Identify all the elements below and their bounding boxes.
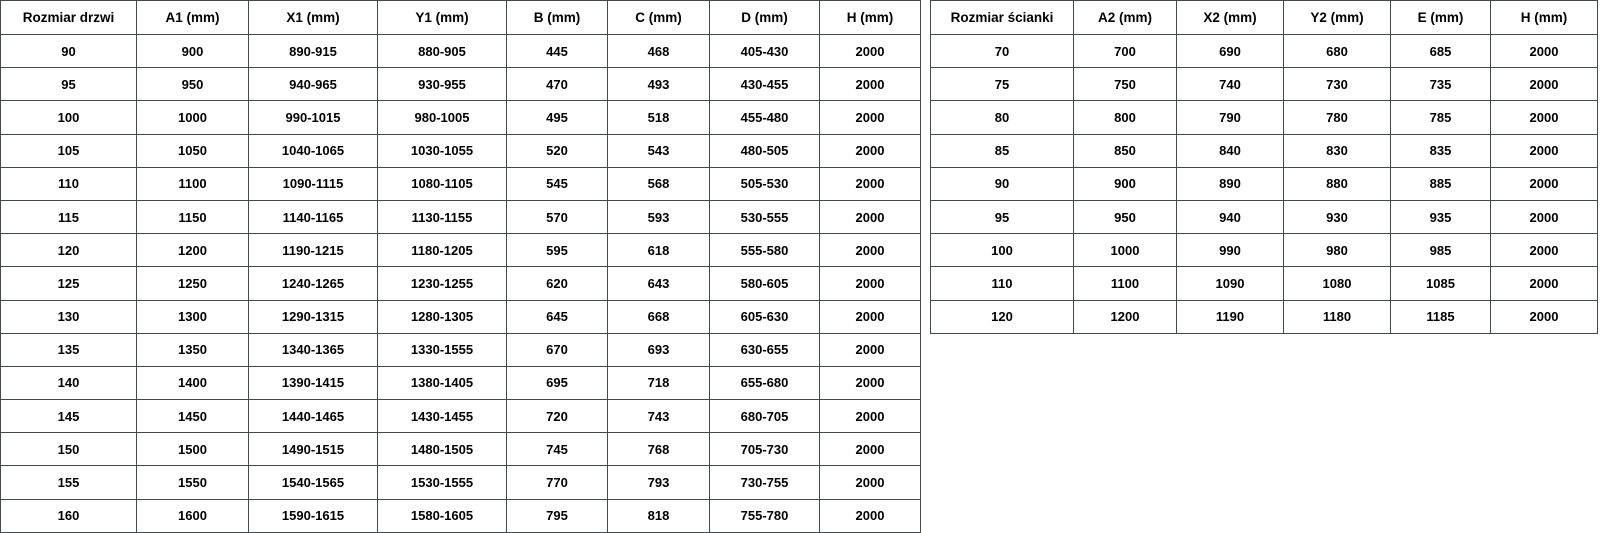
- cell: 85: [931, 134, 1074, 167]
- cell: 618: [608, 234, 710, 267]
- cell: 110: [1, 167, 137, 200]
- cell: 885: [1391, 167, 1491, 200]
- cell: 850: [1074, 134, 1177, 167]
- cell: 705-730: [710, 433, 820, 466]
- cell: 580-605: [710, 267, 820, 300]
- cell: 735: [1391, 68, 1491, 101]
- cell: 1130-1155: [378, 200, 507, 233]
- cell: 2000: [1491, 167, 1598, 200]
- cell: 90: [1, 35, 137, 68]
- table-row: [931, 234, 1598, 267]
- wall-table-body: [931, 35, 1598, 334]
- cell: 2000: [1491, 101, 1598, 134]
- table-row: [1, 333, 921, 366]
- cell: 1380-1405: [378, 366, 507, 399]
- cell: 670: [507, 333, 608, 366]
- cell: 630-655: [710, 333, 820, 366]
- cell: 2000: [1491, 267, 1598, 300]
- cell: 695: [507, 366, 608, 399]
- cell: 1040-1065: [249, 134, 378, 167]
- cell: 530-555: [710, 200, 820, 233]
- cell: 980: [1284, 234, 1391, 267]
- cell: 940-965: [249, 68, 378, 101]
- cell: 1580-1605: [378, 499, 507, 532]
- cell: 110: [931, 267, 1074, 300]
- cell: 568: [608, 167, 710, 200]
- cell: 900: [137, 35, 249, 68]
- door-table-head: [1, 1, 921, 35]
- cell: 160: [1, 499, 137, 532]
- cell: 755-780: [710, 499, 820, 532]
- cell: 700: [1074, 35, 1177, 68]
- cell: 620: [507, 267, 608, 300]
- cell: 793: [608, 466, 710, 499]
- cell: 1190: [1177, 300, 1284, 333]
- cell: 1350: [137, 333, 249, 366]
- table-row: [931, 200, 1598, 233]
- cell: 1440-1465: [249, 400, 378, 433]
- cell: 680: [1284, 35, 1391, 68]
- cell: 2000: [1491, 234, 1598, 267]
- column-header-x2: X2 (mm): [1177, 1, 1284, 35]
- table-row: [931, 267, 1598, 300]
- wall-size-table-container: [930, 0, 1598, 334]
- cell: 1240-1265: [249, 267, 378, 300]
- cell: 950: [1074, 200, 1177, 233]
- table-row: [931, 68, 1598, 101]
- cell: 445: [507, 35, 608, 68]
- cell: 1090-1115: [249, 167, 378, 200]
- cell: 2000: [1491, 200, 1598, 233]
- cell: 1340-1365: [249, 333, 378, 366]
- cell: 1590-1615: [249, 499, 378, 532]
- cell: 1300: [137, 300, 249, 333]
- cell: 835: [1391, 134, 1491, 167]
- cell: 405-430: [710, 35, 820, 68]
- column-header-d: D (mm): [710, 1, 820, 35]
- table-row: [1, 134, 921, 167]
- column-header-y2: Y2 (mm): [1284, 1, 1391, 35]
- cell: 840: [1177, 134, 1284, 167]
- cell: 1450: [137, 400, 249, 433]
- cell: 1085: [1391, 267, 1491, 300]
- cell: 593: [608, 200, 710, 233]
- cell: 520: [507, 134, 608, 167]
- cell: 985: [1391, 234, 1491, 267]
- cell: 940: [1177, 200, 1284, 233]
- cell: 2000: [820, 234, 921, 267]
- cell: 120: [1, 234, 137, 267]
- table-row: [1, 499, 921, 532]
- cell: 745: [507, 433, 608, 466]
- cell: 125: [1, 267, 137, 300]
- column-header-y1: Y1 (mm): [378, 1, 507, 35]
- cell: 1000: [137, 101, 249, 134]
- cell: 1280-1305: [378, 300, 507, 333]
- cell: 2000: [820, 366, 921, 399]
- table-row: [1, 200, 921, 233]
- cell: 1490-1515: [249, 433, 378, 466]
- cell: 1000: [1074, 234, 1177, 267]
- cell: 495: [507, 101, 608, 134]
- column-header-door-size: Rozmiar drzwi: [1, 1, 137, 35]
- cell: 2000: [1491, 300, 1598, 333]
- cell: 1390-1415: [249, 366, 378, 399]
- cell: 990: [1177, 234, 1284, 267]
- table-row: [931, 35, 1598, 68]
- cell: 2000: [820, 134, 921, 167]
- cell: 545: [507, 167, 608, 200]
- column-header-b: B (mm): [507, 1, 608, 35]
- cell: 1080: [1284, 267, 1391, 300]
- table-row: [931, 101, 1598, 134]
- cell: 950: [137, 68, 249, 101]
- cell: 770: [507, 466, 608, 499]
- column-header-h: H (mm): [820, 1, 921, 35]
- cell: 90: [931, 167, 1074, 200]
- table-row: [931, 167, 1598, 200]
- cell: 1140-1165: [249, 200, 378, 233]
- column-header-x1: X1 (mm): [249, 1, 378, 35]
- cell: 1100: [1074, 267, 1177, 300]
- column-header-c: C (mm): [608, 1, 710, 35]
- cell: 668: [608, 300, 710, 333]
- cell: 645: [507, 300, 608, 333]
- cell: 768: [608, 433, 710, 466]
- cell: 800: [1074, 101, 1177, 134]
- cell: 1090: [1177, 267, 1284, 300]
- cell: 468: [608, 35, 710, 68]
- cell: 595: [507, 234, 608, 267]
- cell: 470: [507, 68, 608, 101]
- cell: 2000: [820, 400, 921, 433]
- cell: 685: [1391, 35, 1491, 68]
- cell: 1500: [137, 433, 249, 466]
- cell: 930: [1284, 200, 1391, 233]
- cell: 2000: [820, 200, 921, 233]
- cell: 790: [1177, 101, 1284, 134]
- table-row: [1, 267, 921, 300]
- cell: 1250: [137, 267, 249, 300]
- cell: 1600: [137, 499, 249, 532]
- cell: 2000: [820, 101, 921, 134]
- cell: 718: [608, 366, 710, 399]
- cell: 555-580: [710, 234, 820, 267]
- cell: 155: [1, 466, 137, 499]
- cell: 740: [1177, 68, 1284, 101]
- table-row: [931, 300, 1598, 333]
- cell: 105: [1, 134, 137, 167]
- cell: 130: [1, 300, 137, 333]
- column-header-wall-size: Rozmiar ścianki: [931, 1, 1074, 35]
- cell: 95: [1, 68, 137, 101]
- table-row: [1, 400, 921, 433]
- cell: 2000: [820, 333, 921, 366]
- cell: 1190-1215: [249, 234, 378, 267]
- cell: 480-505: [710, 134, 820, 167]
- cell: 2000: [820, 35, 921, 68]
- cell: 643: [608, 267, 710, 300]
- wall-table-head: [931, 1, 1598, 35]
- cell: 150: [1, 433, 137, 466]
- cell: 2000: [820, 68, 921, 101]
- table-row: [1, 300, 921, 333]
- cell: 2000: [820, 433, 921, 466]
- cell: 1550: [137, 466, 249, 499]
- cell: 900: [1074, 167, 1177, 200]
- cell: 2000: [1491, 35, 1598, 68]
- cell: 100: [931, 234, 1074, 267]
- table-header-row: [1, 1, 921, 35]
- cell: 980-1005: [378, 101, 507, 134]
- cell: 2000: [820, 466, 921, 499]
- cell: 1530-1555: [378, 466, 507, 499]
- cell: 935: [1391, 200, 1491, 233]
- cell: 120: [931, 300, 1074, 333]
- table-row: [931, 134, 1598, 167]
- cell: 75: [931, 68, 1074, 101]
- cell: 605-630: [710, 300, 820, 333]
- cell: 135: [1, 333, 137, 366]
- column-header-a2: A2 (mm): [1074, 1, 1177, 35]
- cell: 1185: [1391, 300, 1491, 333]
- cell: 1290-1315: [249, 300, 378, 333]
- cell: 2000: [820, 300, 921, 333]
- cell: 505-530: [710, 167, 820, 200]
- cell: 1400: [137, 366, 249, 399]
- cell: 493: [608, 68, 710, 101]
- cell: 95: [931, 200, 1074, 233]
- cell: 1230-1255: [378, 267, 507, 300]
- cell: 1100: [137, 167, 249, 200]
- cell: 1050: [137, 134, 249, 167]
- table-row: [1, 167, 921, 200]
- cell: 730: [1284, 68, 1391, 101]
- door-table-body: [1, 35, 921, 533]
- cell: 430-455: [710, 68, 820, 101]
- cell: 1540-1565: [249, 466, 378, 499]
- cell: 1430-1455: [378, 400, 507, 433]
- cell: 743: [608, 400, 710, 433]
- cell: 1330-1555: [378, 333, 507, 366]
- cell: 785: [1391, 101, 1491, 134]
- cell: 2000: [820, 267, 921, 300]
- cell: 1200: [137, 234, 249, 267]
- cell: 1180-1205: [378, 234, 507, 267]
- cell: 990-1015: [249, 101, 378, 134]
- cell: 1180: [1284, 300, 1391, 333]
- table-row: [1, 101, 921, 134]
- table-row: [1, 366, 921, 399]
- cell: 145: [1, 400, 137, 433]
- cell: 2000: [1491, 134, 1598, 167]
- cell: 720: [507, 400, 608, 433]
- column-header-a1: A1 (mm): [137, 1, 249, 35]
- cell: 2000: [1491, 68, 1598, 101]
- cell: 455-480: [710, 101, 820, 134]
- table-row: [1, 234, 921, 267]
- cell: 730-755: [710, 466, 820, 499]
- cell: 680-705: [710, 400, 820, 433]
- table-row: [1, 68, 921, 101]
- cell: 518: [608, 101, 710, 134]
- table-row: [1, 433, 921, 466]
- cell: 1030-1055: [378, 134, 507, 167]
- cell: 890: [1177, 167, 1284, 200]
- cell: 80: [931, 101, 1074, 134]
- table-row: [1, 466, 921, 499]
- cell: 930-955: [378, 68, 507, 101]
- cell: 750: [1074, 68, 1177, 101]
- cell: 1080-1105: [378, 167, 507, 200]
- table-row: [1, 35, 921, 68]
- cell: 543: [608, 134, 710, 167]
- cell: 830: [1284, 134, 1391, 167]
- column-header-h: H (mm): [1491, 1, 1598, 35]
- cell: 693: [608, 333, 710, 366]
- table-header-row: [931, 1, 1598, 35]
- cell: 115: [1, 200, 137, 233]
- cell: 2000: [820, 167, 921, 200]
- cell: 140: [1, 366, 137, 399]
- cell: 690: [1177, 35, 1284, 68]
- cell: 100: [1, 101, 137, 134]
- cell: 880-905: [378, 35, 507, 68]
- cell: 1200: [1074, 300, 1177, 333]
- column-header-e: E (mm): [1391, 1, 1491, 35]
- cell: 795: [507, 499, 608, 532]
- cell: 890-915: [249, 35, 378, 68]
- cell: 780: [1284, 101, 1391, 134]
- cell: 655-680: [710, 366, 820, 399]
- wall-size-table: [930, 0, 1598, 334]
- cell: 818: [608, 499, 710, 532]
- cell: 1480-1505: [378, 433, 507, 466]
- cell: 570: [507, 200, 608, 233]
- cell: 1150: [137, 200, 249, 233]
- cell: 2000: [820, 499, 921, 532]
- cell: 880: [1284, 167, 1391, 200]
- cell: 70: [931, 35, 1074, 68]
